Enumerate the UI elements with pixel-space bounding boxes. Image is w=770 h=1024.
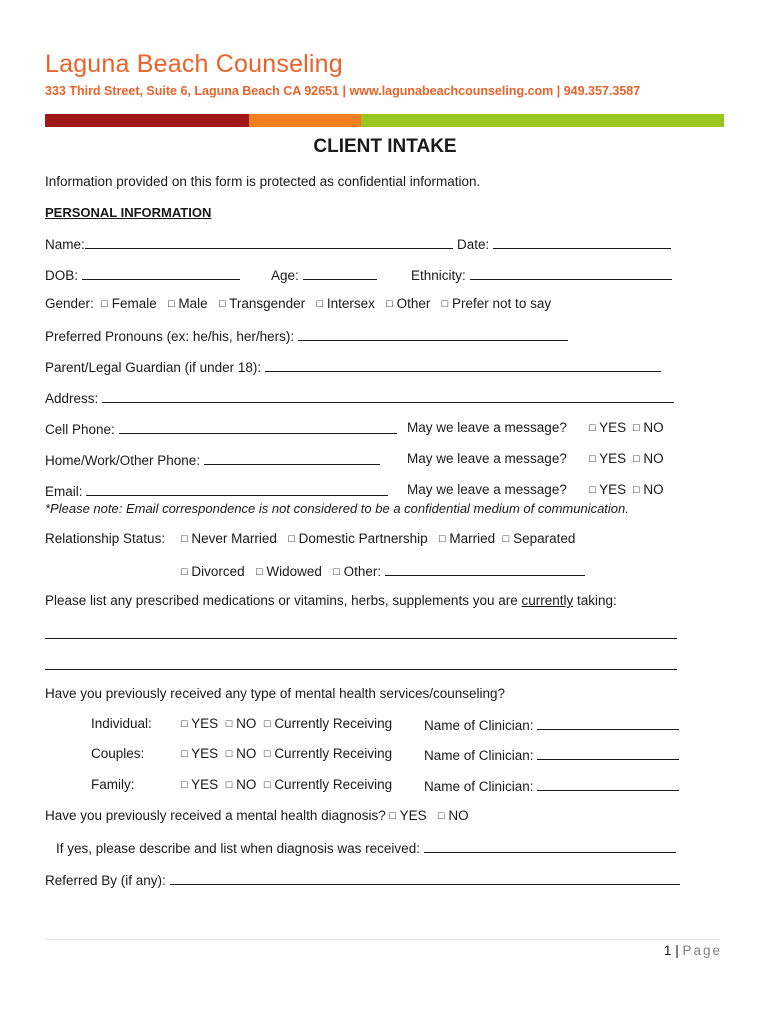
relationship-option-never-married[interactable]: □ Never Married xyxy=(181,531,277,546)
individual-clinician-field[interactable] xyxy=(537,716,679,730)
family-no[interactable]: □ NO xyxy=(225,777,257,792)
email-message-no[interactable]: □ NO xyxy=(633,482,664,497)
age-field[interactable] xyxy=(303,266,377,280)
relationship-option-divorced[interactable]: □ Divorced xyxy=(181,564,245,579)
checkbox-icon: □ xyxy=(589,453,596,465)
page-number-value: 1 xyxy=(663,943,672,958)
diagnosis-followup-row xyxy=(56,839,676,856)
diagnosis-question: Have you previously received a mental health diagnosis? xyxy=(45,808,386,823)
individual-no[interactable]: □ NO xyxy=(225,716,257,731)
checkbox-icon: □ xyxy=(633,453,640,465)
diagnosis-row xyxy=(45,808,469,823)
service-type-individual: Individual: xyxy=(91,716,152,731)
checkbox-icon: □ xyxy=(263,779,271,791)
header-bar-red xyxy=(45,114,249,127)
checkbox-icon: □ xyxy=(181,748,188,760)
home-message-yes[interactable]: □ YES xyxy=(589,451,627,466)
checkbox-icon: □ xyxy=(633,422,640,434)
email-row xyxy=(45,482,388,499)
pronouns-label: Preferred Pronouns (ex: he/his, her/hers): xyxy=(45,329,295,344)
couples-yes[interactable]: □ YES xyxy=(181,746,219,761)
footer-divider xyxy=(45,939,720,940)
checkbox-icon: □ xyxy=(288,533,295,545)
diagnosis-details-field[interactable] xyxy=(424,839,676,853)
cell-phone-label: Cell Phone: xyxy=(45,422,115,437)
gender-option-male[interactable]: □ Male xyxy=(168,296,208,311)
guardian-row xyxy=(45,358,661,375)
name-field[interactable] xyxy=(85,235,453,249)
cell-message-question: May we leave a message? xyxy=(407,420,567,435)
email-message-yes[interactable]: □ YES xyxy=(589,482,627,497)
org-name: Laguna Beach Counseling xyxy=(45,50,343,78)
cell-phone-field[interactable] xyxy=(119,420,397,434)
form-title: CLIENT INTAKE xyxy=(313,136,457,157)
checkbox-icon: □ xyxy=(589,484,596,496)
address-label: Address: xyxy=(45,391,99,406)
dob-field[interactable] xyxy=(82,266,240,280)
checkbox-icon: □ xyxy=(218,298,226,310)
name-label: Name: xyxy=(45,237,85,252)
age-row xyxy=(271,266,377,283)
checkbox-icon: □ xyxy=(225,718,233,730)
address-field[interactable] xyxy=(102,389,674,403)
email-confidentiality-note: *Please note: Email correspondence is not considered to be a confidential medium of communication. xyxy=(45,501,629,516)
guardian-label: Parent/Legal Guardian (if under 18): xyxy=(45,360,262,375)
gender-option-intersex[interactable]: □ Intersex xyxy=(316,296,375,311)
diagnosis-no[interactable]: □ NO xyxy=(437,808,469,823)
cell-message-no[interactable]: □ NO xyxy=(633,420,664,435)
cell-phone-row xyxy=(45,420,397,437)
relationship-option-other[interactable]: □ Other: xyxy=(333,564,382,579)
checkbox-icon: □ xyxy=(633,484,640,496)
relationship-other-field[interactable] xyxy=(385,562,585,576)
checkbox-icon: □ xyxy=(389,810,397,822)
checkbox-icon: □ xyxy=(316,298,324,310)
ethnicity-label: Ethnicity: xyxy=(411,268,466,283)
couples-clinician-field[interactable] xyxy=(537,746,679,760)
individual-clinician-row xyxy=(424,716,679,733)
ethnicity-field[interactable] xyxy=(470,266,672,280)
address-row xyxy=(45,389,674,406)
pronouns-field[interactable] xyxy=(298,327,568,341)
relationship-option-married[interactable]: □ Married xyxy=(438,531,496,546)
checkbox-icon: □ xyxy=(386,298,393,310)
ethnicity-row xyxy=(411,266,672,283)
checkbox-icon: □ xyxy=(438,533,446,545)
email-field[interactable] xyxy=(86,482,388,496)
home-phone-row xyxy=(45,451,380,468)
cell-message-yes[interactable]: □ YES xyxy=(589,420,627,435)
checkbox-icon: □ xyxy=(225,779,233,791)
referred-by-row xyxy=(45,871,680,888)
referred-by-label: Referred By (if any): xyxy=(45,873,166,888)
confidentiality-intro: Information provided on this form is protected as confidential information. xyxy=(45,174,481,189)
relationship-option-separated[interactable]: □ Separated xyxy=(502,531,576,546)
org-address-line: 333 Third Street, Suite 6, Laguna Beach CA 92651 | www.lagunabeachcounseling.com | 949.357.3587 xyxy=(45,84,641,98)
relationship-option-domestic-partnership[interactable]: □ Domestic Partnership xyxy=(288,531,428,546)
checkbox-icon: □ xyxy=(181,779,188,791)
date-row xyxy=(457,235,671,252)
family-yes[interactable]: □ YES xyxy=(181,777,219,792)
page-number xyxy=(664,943,722,958)
family-options xyxy=(181,777,392,792)
guardian-field[interactable] xyxy=(265,358,661,372)
medications-question: Please list any prescribed medications or vitamins, herbs, supplements you are currently taking: xyxy=(45,593,617,608)
email-label: Email: xyxy=(45,484,83,499)
checkbox-icon: □ xyxy=(441,298,449,310)
checkbox-icon: □ xyxy=(333,566,340,578)
age-label: Age: xyxy=(271,268,299,283)
page-separator: | xyxy=(675,943,679,958)
home-phone-field[interactable] xyxy=(204,451,380,465)
gender-option-prefer-not[interactable]: □ Prefer not to say xyxy=(441,296,552,311)
medications-line-1[interactable] xyxy=(45,625,677,639)
couples-no[interactable]: □ NO xyxy=(225,746,257,761)
relationship-options-row-2 xyxy=(181,562,585,579)
individual-currently-receiving[interactable]: □ Currently Receiving xyxy=(263,716,393,731)
home-phone-label: Home/Work/Other Phone: xyxy=(45,453,201,468)
individual-yes[interactable]: □ YES xyxy=(181,716,219,731)
checkbox-icon: □ xyxy=(225,748,233,760)
checkbox-icon: □ xyxy=(263,748,271,760)
family-clinician-field[interactable] xyxy=(537,777,679,791)
checkbox-icon: □ xyxy=(263,718,271,730)
page-word: Page xyxy=(682,943,722,958)
clinician-label: Name of Clinician: xyxy=(424,779,534,794)
checkbox-icon: □ xyxy=(502,533,510,545)
couples-clinician-row xyxy=(424,746,679,763)
date-label: Date: xyxy=(457,237,490,252)
gender-option-other[interactable]: □ Other xyxy=(386,296,431,311)
header-bar-green xyxy=(361,114,724,127)
relationship-options-row-1 xyxy=(181,531,575,546)
checkbox-icon: □ xyxy=(437,810,445,822)
medications-emphasis: currently xyxy=(521,593,574,608)
individual-options xyxy=(181,716,392,731)
clinician-label: Name of Clinician: xyxy=(424,718,534,733)
referred-by-field[interactable] xyxy=(170,871,680,885)
checkbox-icon: □ xyxy=(181,566,188,578)
clinician-label: Name of Clinician: xyxy=(424,748,534,763)
gender-option-transgender[interactable]: □ Transgender xyxy=(218,296,306,311)
diagnosis-yes[interactable]: □ YES xyxy=(389,808,427,823)
checkbox-icon: □ xyxy=(101,298,108,310)
relationship-label: Relationship Status: xyxy=(45,531,166,546)
checkbox-icon: □ xyxy=(589,422,596,434)
family-clinician-row xyxy=(424,777,679,794)
pronouns-row xyxy=(45,327,568,344)
previous-services-question: Have you previously received any type of mental health services/counseling? xyxy=(45,686,506,701)
gender-option-female[interactable]: □ Female xyxy=(101,296,157,311)
dob-label: DOB: xyxy=(45,268,79,283)
checkbox-icon: □ xyxy=(181,718,188,730)
couples-options xyxy=(181,746,392,761)
home-message-question: May we leave a message? xyxy=(407,451,567,466)
checkbox-icon: □ xyxy=(181,533,188,545)
email-message-question: May we leave a message? xyxy=(407,482,567,497)
diagnosis-followup-label: If yes, please describe and list when diagnosis was received: xyxy=(56,841,420,856)
gender-label: Gender: xyxy=(45,296,94,311)
relationship-option-widowed[interactable]: □ Widowed xyxy=(255,564,322,579)
family-currently-receiving[interactable]: □ Currently Receiving xyxy=(263,777,393,792)
date-field[interactable] xyxy=(493,235,671,249)
checkbox-icon: □ xyxy=(255,566,263,578)
home-message-no[interactable]: □ NO xyxy=(633,451,664,466)
service-type-couples: Couples: xyxy=(91,746,145,761)
service-type-family: Family: xyxy=(91,777,135,792)
couples-currently-receiving[interactable]: □ Currently Receiving xyxy=(263,746,393,761)
medications-line-2[interactable] xyxy=(45,656,677,670)
section-heading-personal: PERSONAL INFORMATION xyxy=(45,205,212,220)
checkbox-icon: □ xyxy=(168,298,175,310)
header-bar-orange xyxy=(249,114,361,127)
gender-row xyxy=(45,296,551,311)
name-row xyxy=(45,235,453,252)
dob-row xyxy=(45,266,240,283)
